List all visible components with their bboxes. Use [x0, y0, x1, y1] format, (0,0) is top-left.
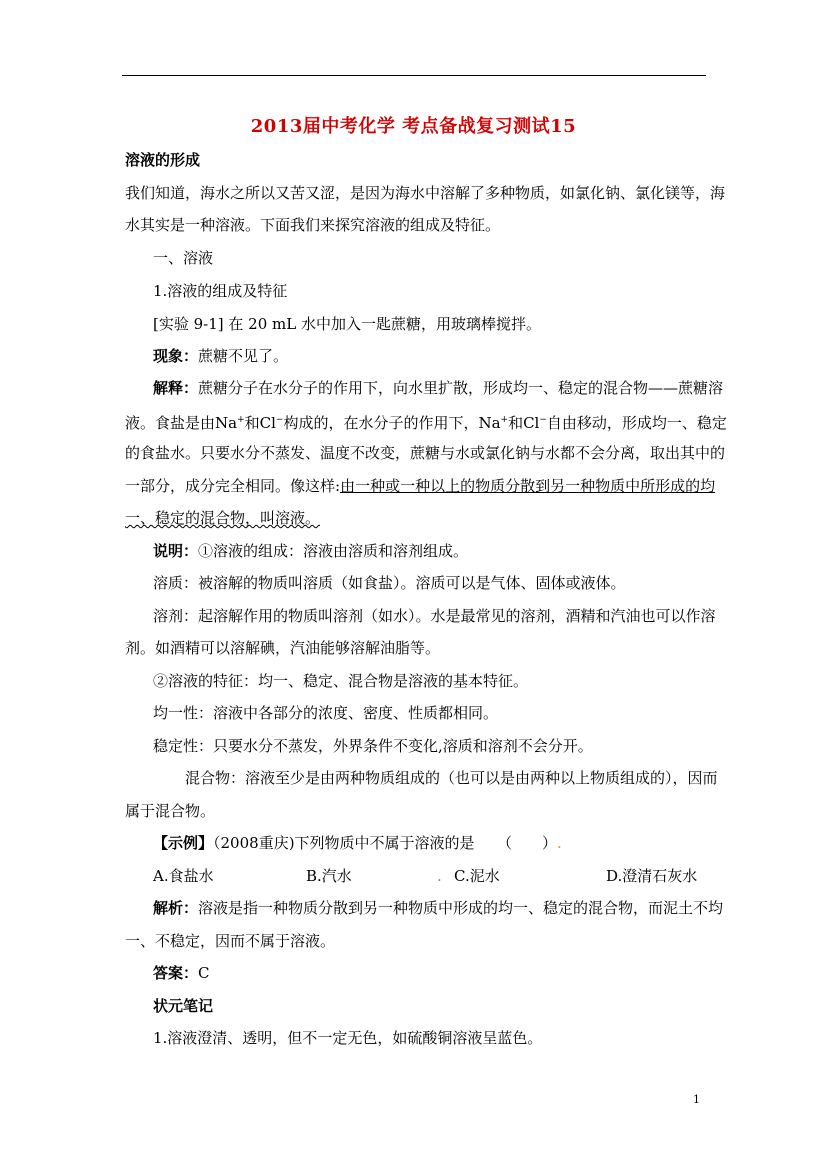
- option-b: B.汽水: [306, 867, 352, 885]
- solvent-line-2: 剂。如酒精可以溶解碘，汽油能够溶解油脂等。: [125, 639, 441, 657]
- analysis-line-1: [153, 898, 723, 918]
- analysis-line-2: 一、不稳定，因而不属于溶液。: [125, 932, 336, 950]
- superscript-minus: −: [539, 415, 547, 425]
- explain-text-2d: 和Cl: [508, 414, 540, 432]
- superscript-plus: +: [500, 415, 509, 425]
- explain-line-5: [125, 508, 320, 528]
- note-label: 说明：: [153, 542, 199, 560]
- superscript-minus: −: [275, 415, 284, 425]
- mixture-line-1: 混合物：溶液至少是由两种物质组成的（也可以是由两种以上物质组成的），因而: [185, 769, 718, 787]
- intro-line-1: 我们知道，海水之所以又苦又涩，是因为海水中溶解了多种物质，如氯化钠、氯化镁等，海: [125, 184, 726, 202]
- analysis-label: 解析：: [153, 899, 199, 917]
- definition-underlined: 由一种或一种以上的物质分散到另一种物质中所形成的均: [340, 477, 716, 495]
- note-line: [153, 541, 468, 561]
- explain-label: 解释：: [153, 379, 199, 397]
- section-heading: 溶液的形成: [125, 151, 201, 169]
- stability-line: 稳定性：只要水分不蒸发，外界条件不变化,溶质和溶剂不会分开。: [153, 737, 593, 755]
- experiment-text: [实验 9-1] 在 20 mL 水中加入一匙蔗糖，用玻璃棒搅拌。: [153, 315, 541, 333]
- heading-1: 一、溶液: [153, 249, 214, 267]
- page-number: 1: [693, 1093, 700, 1106]
- option-d: D.澄清石灰水: [606, 867, 698, 885]
- example-line: [153, 833, 562, 853]
- solute-line: 溶质：被溶解的物质叫溶质（如食盐）。溶质可以是气体、固体或液体。: [153, 574, 626, 592]
- example-dot: .: [557, 834, 562, 852]
- intro-line-2: 水其实是一种溶液。下面我们来探究溶液的组成及特征。: [125, 216, 501, 234]
- option-a: A.食盐水: [153, 867, 214, 885]
- example-text: （2008重庆)下列物质中不属于溶液的是 （ ）: [213, 834, 558, 852]
- solvent-line-1: 溶剂：起溶解作用的物质叫溶剂（如水）。水是最常见的溶剂，酒精和汽油也可以作溶: [153, 607, 716, 625]
- mixture-line-2: 属于混合物。: [125, 802, 216, 820]
- explain-text-2e: 自由移动，形成均一、稳定: [546, 414, 727, 432]
- answer-line: [153, 963, 210, 983]
- notes-item-1: 1.溶液澄清、透明，但不一定无色，如硫酸铜溶液呈蓝色。: [153, 1029, 543, 1047]
- explain-text-4a: 一部分，成分完全相同。像这样:: [125, 477, 341, 495]
- explain-line-4: [125, 476, 715, 496]
- explain-text-2a: 液。食盐是由Na: [125, 414, 238, 432]
- note-text: ①溶液的组成：溶液由溶质和溶剂组成。: [198, 542, 469, 560]
- answer-label: 答案：: [153, 964, 199, 982]
- option-c: C.泥水: [454, 867, 500, 885]
- example-label: 【示例】: [153, 834, 214, 852]
- document-title: 2013届中考化学 考点备战复习测试15: [250, 116, 577, 137]
- definition-wavy-underlined: 一、稳定的混合物，叫溶液。: [125, 509, 321, 527]
- explain-line-1: [153, 378, 723, 398]
- heading-1-1: 1.溶液的组成及特征: [153, 282, 288, 300]
- analysis-text-1: 溶液是指一种物质分散到另一种物质中形成的均一、稳定的混合物，而泥土不均: [198, 899, 724, 917]
- explain-text-1: 蔗糖分子在水分子的作用下，向水里扩散，形成均一、稳定的混合物——蔗糖溶: [198, 379, 724, 397]
- phenomenon-label: 现象：: [153, 347, 199, 365]
- header-rule: [122, 75, 706, 76]
- feature-line: ②溶液的特征：均一、稳定、混合物是溶液的基本特征。: [153, 672, 529, 690]
- superscript-plus: +: [237, 415, 245, 425]
- stray-dot: .: [437, 867, 442, 885]
- explain-text-2b: 和Cl: [244, 414, 276, 432]
- answer-text: C: [198, 964, 210, 982]
- uniform-line: 均一性：溶液中各部分的浓度、密度、性质都相同。: [153, 704, 499, 722]
- explain-text-2c: 构成的，在水分子的作用下，Na: [283, 414, 501, 432]
- explain-line-3: 的食盐水。只要水分不蒸发、温度不改变，蔗糖与水或氯化钠与水都不会分离，取出其中的: [125, 444, 726, 462]
- explain-line-2: [125, 410, 727, 433]
- phenomenon-line: [153, 346, 288, 366]
- notes-heading: 状元笔记: [153, 997, 214, 1015]
- phenomenon-text: 蔗糖不见了。: [198, 347, 289, 365]
